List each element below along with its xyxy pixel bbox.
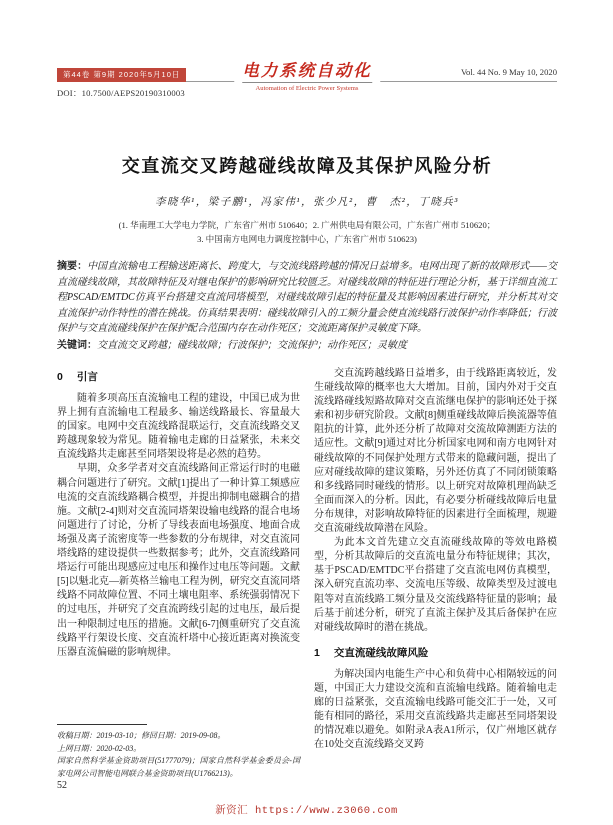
footnote-dates: 收稿日期：2019-03-10；修回日期：2019-09-08。 (57, 730, 226, 740)
section-title: 交直流碰线故障风险 (333, 646, 429, 659)
article-title: 交直流交叉跨越碰线故障及其保护风险分析 (121, 156, 493, 176)
section-number: 0 (57, 371, 63, 383)
affiliation-line-1: (1. 华南理工大学电力学院，广东省广州市 510640；2. 广州供电局有限公司，广东省广州市 510620； (118, 220, 496, 230)
section1-paragraph-1: 为解决国内电能生产中心和负荷中心相隔较远的问题，中国正大力建设交流和直流输电线路。随着输电走廊的日益紧张，交直流输电线路可能交汇于一处，又可能有相同的路径，采用交直流线路共走廊甚至同塔架设的情况难以避免。如附录A表A1所示，仅广州地区就存在10处交直流线路交叉跨 (314, 668, 557, 751)
footnote-online-date: 上网日期：2020-02-03。 (57, 743, 142, 753)
page-number: 52 (57, 780, 67, 791)
intro-paragraph-2: 早期，众多学者对交直流线路间正常运行时的电磁耦合问题进行了研究。文献[1]提出了一种计算工频感应电流的交直流线路耦合模型，并提出抑制电磁耦合的措施。文献[2-4]则对交直流同塔架设输电线路的混合电场问题进行了讨论，分析了导线表面电场强度、地面合成场强及离子流密度等一些参数的分布规律，对交直流同塔线路的建设提供一些数据参考；此外，交直流线路同塔运行可能出现感应过电压和操作过电压等问题。文献[5]以魁北克—新英格兰输电工程为例，研究交直流同塔线路不同故障位置、不同土壤电阻率、系统强弱情况下的过电压，并研究了交直流跨线引起的过电压，最后提出一种限制过电压的措施。文献[6-7]侧重研究了交直流线路平行架设长度、交直流杆塔中心接近距离对换流变压器直流偏磁的影响规律。 (57, 463, 300, 658)
page-header (57, 61, 557, 106)
author-line: 李晓华¹，梁子鹏¹，冯家伟¹，张少凡²，曹 杰²，丁晓兵³ (155, 197, 459, 208)
article-content (0, 152, 613, 781)
footnote-funding: 国家自然科学基金资助项目(51777079)；国家自然科学基金委员会-国家电网公司智能电网联合基金资助项目(U1766213)。 (57, 756, 300, 779)
section-title: 引言 (76, 371, 98, 383)
body-columns (57, 367, 557, 781)
journal-name-cn: 电力系统自动化 (242, 61, 372, 80)
section-number: 1 (314, 646, 320, 659)
intro-paragraph-3: 交直流跨越线路日益增多，由于线路距离较近，发生碰线故障的概率也大大增加。目前，国内外对于交直流线路碰线短路故障对交直流继电保护的影响还处于探索和初步研究阶段。文献[8]侧重碰线故障后换流器等值阻抗的计算，此外还分析了故障对交流故障测距方法的适应性。文献[9]通过对比分析国家电网和南方电网针对碰线故障的不同保护处理方式带来的隐藏问题，提出了应对碰线故障的建议策略，另外还仿真了不同闭锁策略和多线路同时碰线的情形。以上研究对故障机理尚缺乏全面而深入的分析。因此，有必要分析碰线故障后电量分布规律，对影响故障特征的因素进行全面梳理，规避交直流碰线故障潜在风险。 (314, 368, 557, 535)
doi-text: DOI：10.7500/AEPS20190310003 (57, 88, 185, 98)
issue-badge: 第44卷 第9期 2020年5月10日 (57, 68, 186, 82)
header-left (57, 64, 186, 99)
section-heading-0 (57, 369, 300, 384)
abstract-block (57, 259, 557, 337)
affiliation-line-2: 3. 中国南方电网电力调度控制中心，广东省广州市 510623) (197, 234, 417, 244)
journal-logo (234, 57, 380, 92)
journal-name-en: Automation of Electric Power Systems (242, 82, 372, 92)
right-column (314, 367, 557, 781)
abstract-text: 中国直流输电工程输送距离长、跨度大，与交流线路跨越的情况日益增多。电网出现了新的故障形式——交直流碰线故障，其故障特征及对继电保护的影响研究比较匮乏。对碰线故障的特征进行理论分析，基于详细直流工程PSCAD/EMTDC仿真平台搭建交直流同塔模型，对碰线故障引起的特征量及其影响因素进行研究，并分析其对交直流保护动作特性的潜在挑战。仿真结果表明：碰线故障引入的工频分量会使直流线路行波保护动作率降低；行波保护与交直流碰线保护在保护配合范围内存在动作死区；交流距离保护灵敏度下降。 (57, 261, 557, 334)
section-heading-1 (314, 645, 557, 660)
intro-paragraph-4: 为此本文首先建立交直流碰线故障的等效电路模型，分析其故障后的交直流电量分布特征规律；其次，基于PSCAD/EMTDC平台搭建了交直流电网仿真模型，深入研究直流功率、交流电压等级、故障类型及过渡电阻等对直流线路工频分量及交流线路特征量的影响；最后基于前述分析，研究了直流主保护及其后备保护在应对碰线故障时的潜在挑战。 (314, 537, 557, 633)
volume-info: Vol. 44 No. 9 May 10, 2020 (460, 67, 557, 77)
keywords-block (57, 338, 557, 354)
footnote-divider (57, 724, 147, 725)
abstract-label: 摘要： (57, 261, 88, 272)
watermark-link[interactable]: 新资汇 https://www.z3060.com (215, 805, 398, 817)
left-column (57, 367, 300, 781)
footnote-block (57, 724, 300, 781)
intro-paragraph-1: 随着多项高压直流输电工程的建设，中国已成为世界上拥有直流输电工程最多、输送线路最长、容量最大的国家。电网中交直流线路混联运行，交直流线路交叉跨越现象较为常见。随着输电走廊的日益紧张，未来交直流线路共走廊甚至同塔架设将是必然的趋势。 (57, 393, 300, 461)
keywords-label: 关键词： (57, 339, 97, 351)
keywords-text: 交直流交叉跨越；碰线故障；行波保护；交流保护；动作死区；灵敏度 (97, 339, 407, 351)
